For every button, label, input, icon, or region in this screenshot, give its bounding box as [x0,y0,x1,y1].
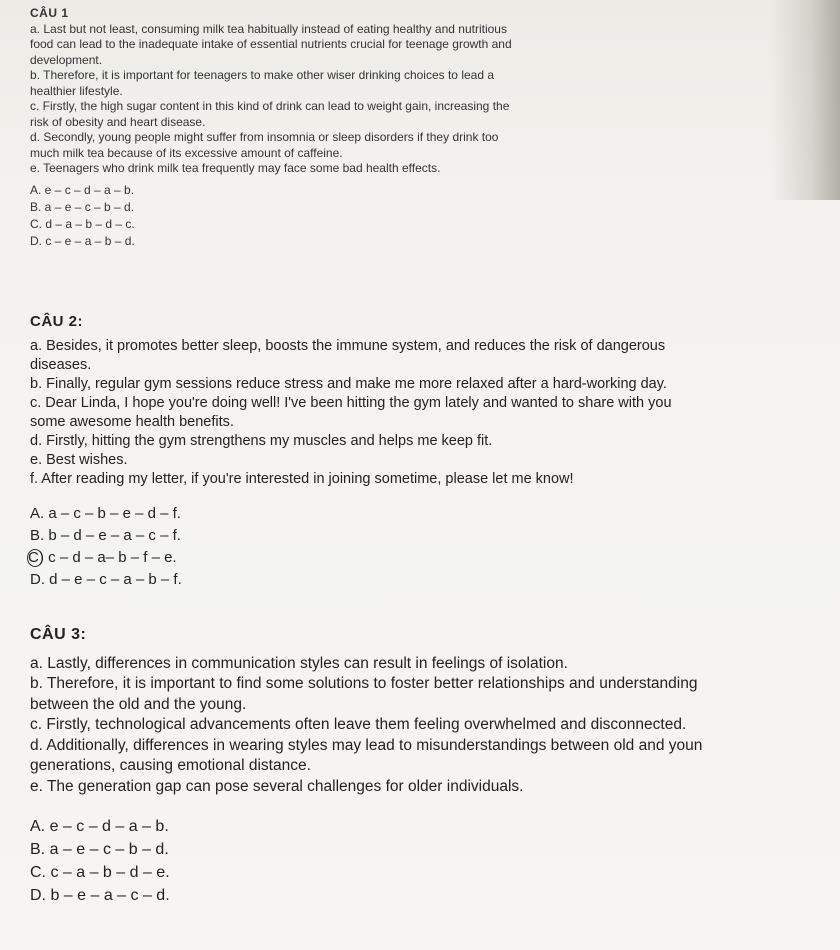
selected-answer-circle: C) [28,549,44,566]
answer-option-a[interactable]: A. e – c – d – a – b. [30,818,169,835]
option-text: c – d – a– b – f – e. [44,549,177,566]
answer-option-a[interactable]: A. e – c – d – a – b. [30,182,135,197]
question-2 [30,312,830,591]
answer-option-d[interactable]: D. c – e – a – b – d. [30,233,135,248]
sentence: b. Finally, regular gym sessions reduce stress and make me more relaxed after a hard-working day. [30,376,667,392]
option-text: b – d – e – a – c – f. [44,527,181,544]
sentence: d. Firstly, hitting the gym strengthens my muscles and helps me keep fit. [30,433,493,449]
sentence: generations, causing emotional distance. [30,757,311,774]
sentence: f. After reading my letter, if you're interested in joining sometime, please let me know! [30,471,574,487]
answer-option-a[interactable] [30,503,830,525]
sentence: b. Therefore, it is important to find some solutions to foster better relationships and understanding [30,675,698,692]
option-letter: B. [30,527,45,544]
question-1-sentences [30,22,830,177]
sentence: b. Therefore, it is important for teenagers to make other wiser drinking choices to lead a [30,68,495,82]
answer-option-c[interactable]: C. c – a – b – d – e. [30,864,170,881]
question-2-title: CÂU 2: [30,313,84,330]
question-3 [30,625,830,907]
sentence: a. Besides, it promotes better sleep, boosts the immune system, and reduces the risk of dangerous [30,338,666,354]
question-3-sentences [30,654,830,798]
sentence: a. Last but not least, consuming milk tea habitually instead of eating healthy and nutritious [30,21,507,36]
question-1 [30,6,830,250]
sentence: c. Firstly, the high sugar content in this kind of drink can lead to weight gain, increasing the [30,99,510,113]
question-3-options [30,815,830,907]
sentence: between the old and the young. [30,695,247,713]
answer-option-d[interactable] [30,569,830,591]
answer-option-c-selected[interactable] [30,547,830,569]
sentence: food can lead to the inadequate intake of essential nutrients crucial for teenage growth and [30,37,512,51]
sentence: e. Best wishes. [30,452,128,468]
sentence: development. [30,52,103,67]
question-1-title: CÂU 1 [30,6,69,20]
sentence: much milk tea because of its excessive amount of caffeine. [30,145,343,160]
sentence: e. The generation gap can pose several challenges for older individuals. [30,777,524,795]
option-text: a – c – b – e – d – f. [44,505,181,522]
question-3-title: CÂU 3: [30,626,87,643]
question-1-options [30,182,830,250]
option-letter: A. [30,505,45,522]
sentence: d. Additionally, differences in wearing styles may lead to misunderstandings between old and youn [30,736,703,754]
sentence: c. Firstly, technological advancements often leave them feeling overwhelmed and disconnected. [30,716,687,733]
question-2-sentences [30,337,830,489]
sentence: some awesome health benefits. [30,414,234,430]
sentence: risk of obesity and heart disease. [30,114,206,129]
option-text: d – e – c – a – b – f. [45,571,182,588]
sentence: d. Secondly, young people might suffer from insomnia or sleep disorders if they drink too [30,130,499,144]
answer-option-c[interactable]: C. d – a – b – d – c. [30,216,135,231]
answer-option-b[interactable] [30,525,830,547]
option-letter: D. [30,571,45,588]
answer-option-b[interactable]: B. a – e – c – b – d. [30,199,135,214]
question-2-options [30,503,830,591]
answer-option-b[interactable]: B. a – e – c – b – d. [30,841,169,858]
sentence: healthier lifestyle. [30,83,123,98]
answer-option-d[interactable]: D. b – e – a – c – d. [30,887,170,904]
sentence: a. Lastly, differences in communication styles can result in feelings of isolation. [30,654,568,672]
sentence: c. Dear Linda, I hope you're doing well! I've been hitting the gym lately and wanted to share with you [30,395,672,411]
sentence: e. Teenagers who drink milk tea frequently may face some bad health effects. [30,161,441,175]
sentence: diseases. [30,357,92,373]
